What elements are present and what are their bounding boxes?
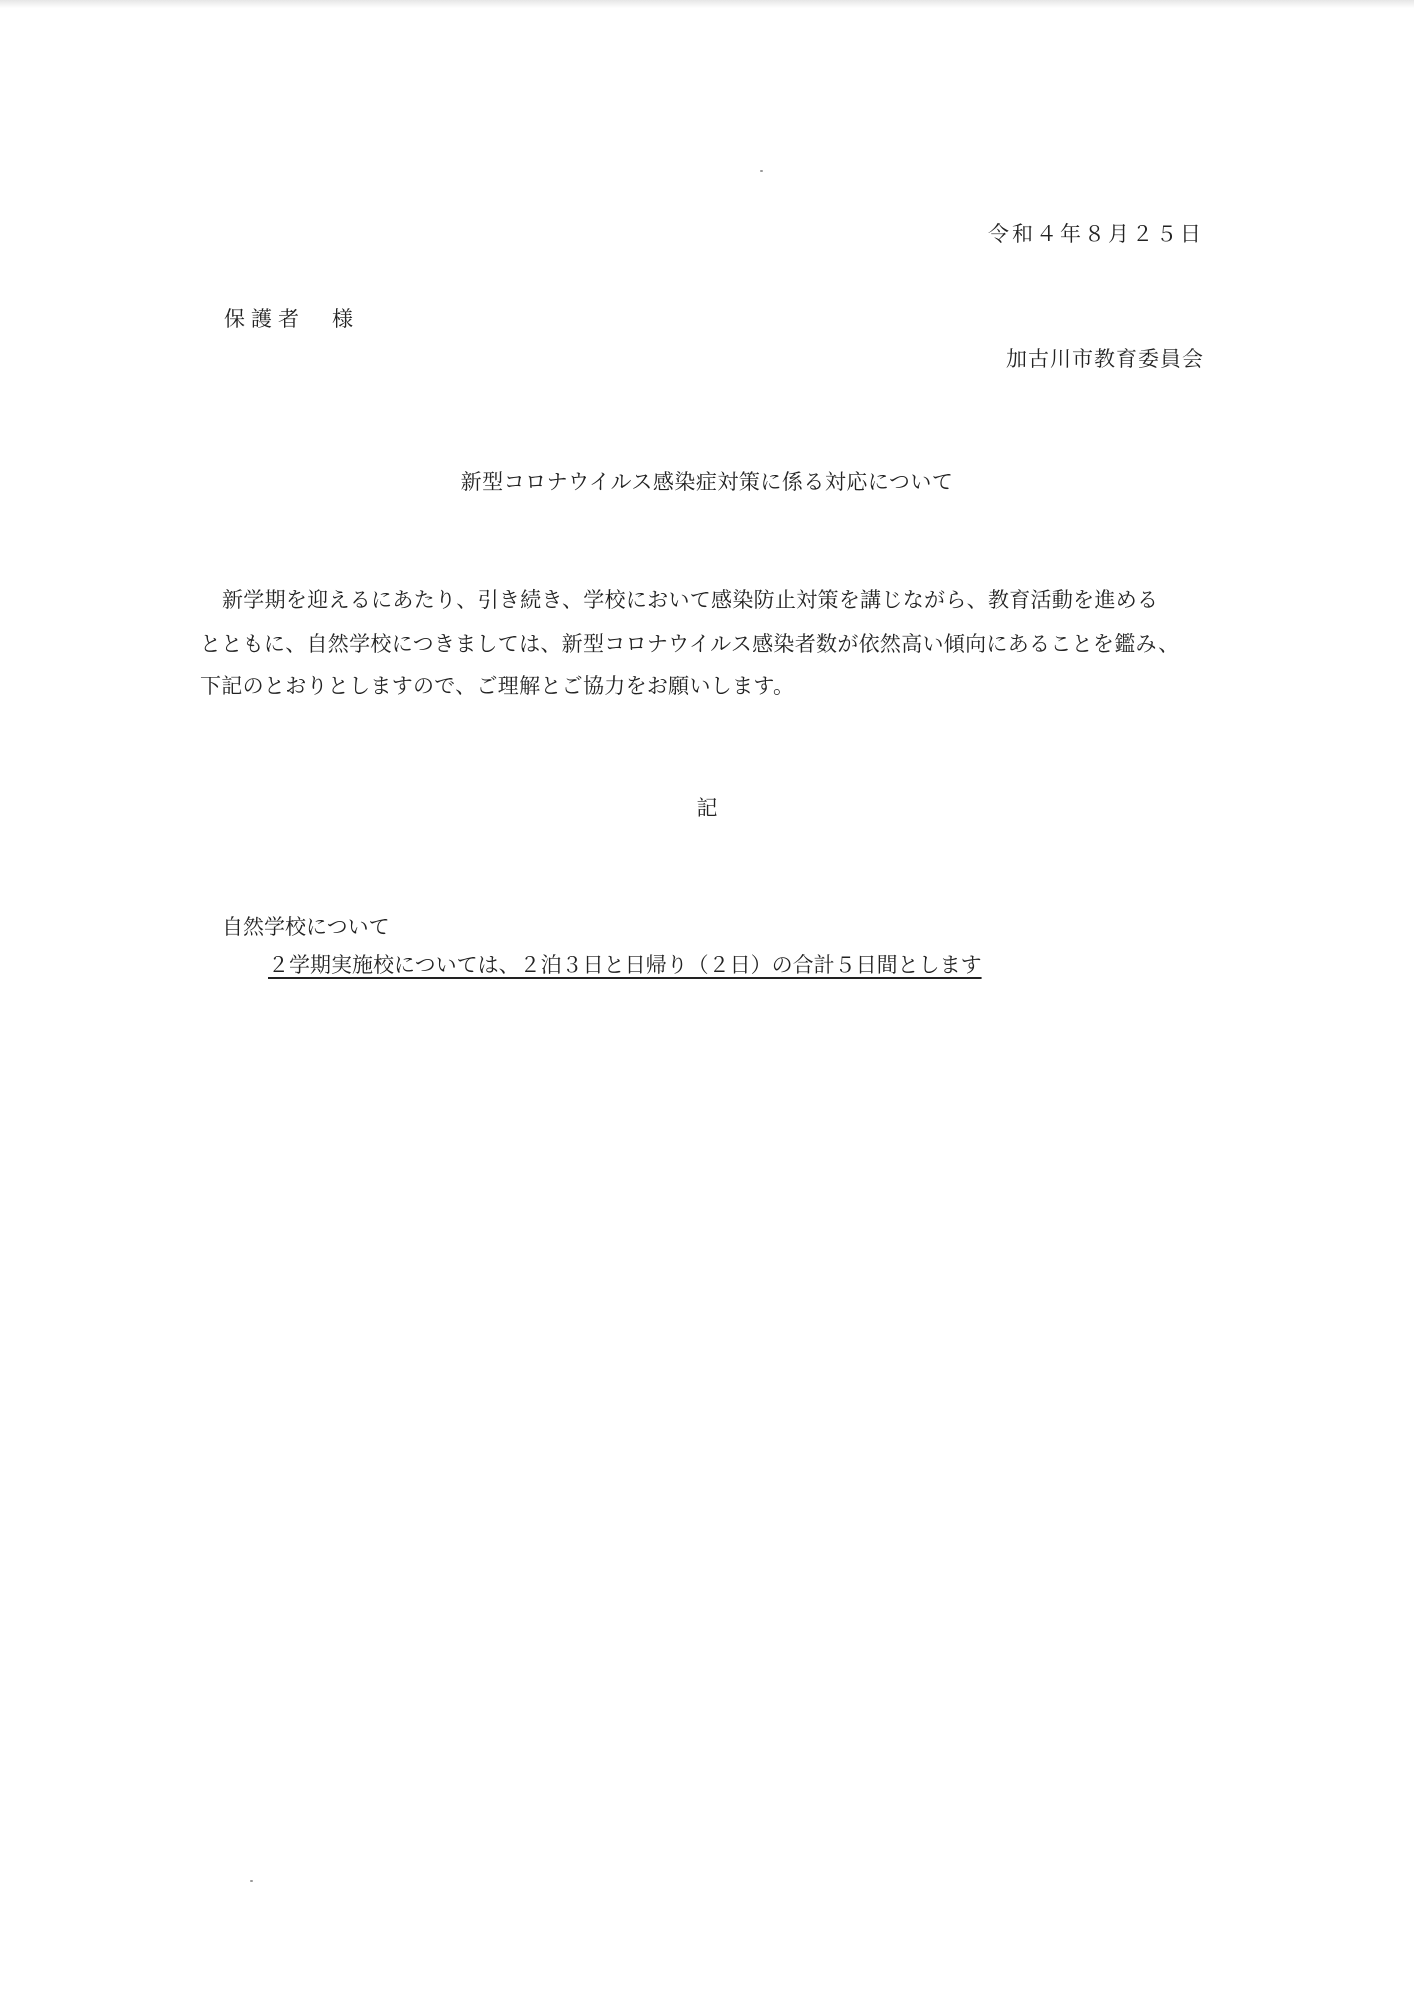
body-line-3: 下記のとおりとしますので、ご理解とご協力をお願いします。 xyxy=(200,674,795,698)
ki-label: 記 xyxy=(696,796,718,820)
sender: 加古川市教育委員会 xyxy=(1006,347,1204,371)
document-title: 新型コロナウイルス感染症対策に係る対応について xyxy=(460,470,954,494)
section-heading: 自然学校について xyxy=(222,915,390,939)
document-date: 令和４年８月２５日 xyxy=(988,222,1204,246)
scan-edge xyxy=(0,0,1414,8)
scan-speck xyxy=(250,1880,253,1882)
recipient: 保護者 様 xyxy=(224,307,359,331)
body-line-1: 新学期を迎えるにあたり、引き続き、学校において感染防止対策を講じながら、教育活動を進める xyxy=(222,588,1159,612)
section-detail: ２学期実施校については、２泊３日と日帰り（２日）の合計５日間とします xyxy=(268,953,982,977)
scan-speck xyxy=(760,170,763,172)
body-line-2: とともに、自然学校につきましては、新型コロナウイルス感染者数が依然高い傾向にあることを鑑み、 xyxy=(200,632,1180,656)
